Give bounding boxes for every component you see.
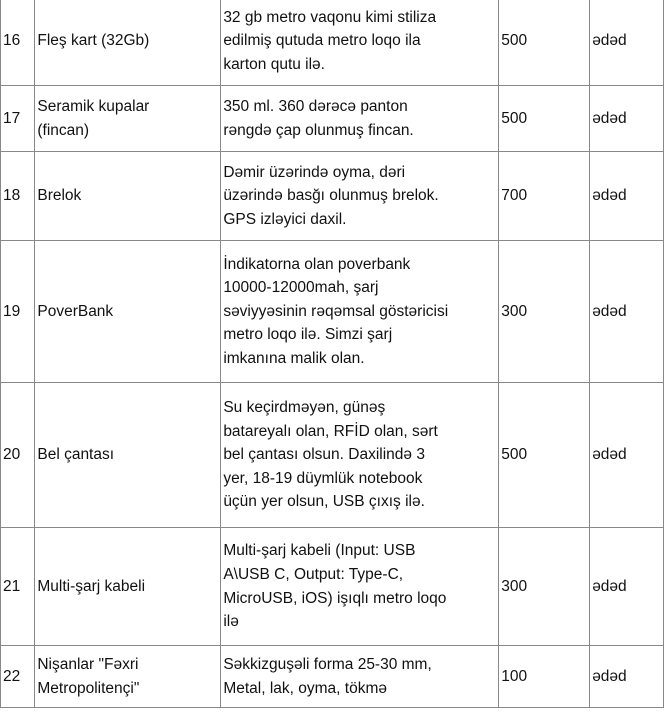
description-line: Multi-şarj kabeli (Input: USB [223,542,416,560]
item-unit: ədəd [590,241,664,383]
item-name [35,383,221,528]
row-number: 16 [1,0,35,86]
table-row [1,646,664,708]
description-line: Su keçirdməyən, günəş [223,399,386,417]
item-unit: ədəd [590,0,664,86]
item-unit: ədəd [590,86,664,152]
item-quantity: 500 [499,383,590,528]
description-line: 350 ml. 360 dərəcə panton [223,97,408,115]
table-row [1,241,664,383]
item-unit: ədəd [590,528,664,646]
description-line: A\USB C, Output: Type-C, [223,565,404,583]
description-line: 32 gb metro vaqonu kimi stiliza [223,8,437,26]
item-quantity: 700 [499,152,590,241]
item-quantity: 500 [499,86,590,152]
description-line: 10000-12000mah, şarj [223,279,379,297]
item-description [221,0,499,86]
item-name [35,528,221,646]
description-line: üçün yer olsun, USB çıxış ilə. [223,493,425,511]
item-name [35,646,221,708]
description-line: imkanına malik olan. [223,349,365,367]
item-name-line: Nişanlar "Fəxri [37,655,139,673]
item-unit: ədəd [590,152,664,241]
item-description [221,86,499,152]
item-name-line: Seramik kupalar [37,97,150,115]
description-line: yer, 18-19 düymlük notebook [223,469,423,487]
item-name-line: Fleş kart (32Gb) [37,32,150,50]
row-number: 22 [1,646,35,708]
row-number: 18 [1,152,35,241]
table-row [1,383,664,528]
item-description [221,152,499,241]
description-line: batareyalı olan, RFİD olan, sərt [223,422,438,440]
description-line: Metal, lak, oyma, tökmə [223,679,387,697]
item-name-line: Bel çantası [37,446,115,464]
table-row [1,528,664,646]
row-number: 20 [1,383,35,528]
item-name-line: Metropolitençi" [37,679,140,697]
description-line: rəngdə çap olunmuş fincan. [223,121,414,139]
table-row [1,152,664,241]
table-row [1,0,664,86]
item-quantity: 300 [499,528,590,646]
item-quantity: 100 [499,646,590,708]
description-line: Dəmir üzərində oyma, dəri [223,163,406,181]
table-body [1,0,664,708]
description-line: metro loqo ilə. Simzi şarj [223,326,393,344]
item-unit: ədəd [590,646,664,708]
item-name-line: Brelok [37,187,82,205]
item-description [221,383,499,528]
description-line: bel çantası olsun. Daxilində 3 [223,446,425,464]
item-name [35,0,221,86]
row-number: 21 [1,528,35,646]
item-name-line: (fincan) [37,121,90,139]
item-name-line: PoverBank [37,302,114,320]
description-line: MicroUSB, iOS) işıqlı metro loqo [223,589,447,607]
description-line: İndikatorna olan poverbank [223,255,411,273]
description-line: edilmiş qutuda metro loqo ila [223,32,421,50]
description-line: üzərində basğı olunmuş brelok. [223,187,439,205]
item-description [221,528,499,646]
table-row [1,86,664,152]
description-line: Səkkizguşəli forma 25-30 mm, [223,655,432,673]
item-unit: ədəd [590,383,664,528]
row-number: 17 [1,86,35,152]
item-description [221,241,499,383]
item-name [35,241,221,383]
item-description [221,646,499,708]
item-quantity: 300 [499,241,590,383]
description-line: karton qutu ilə. [223,55,325,73]
row-number: 19 [1,241,35,383]
item-name [35,152,221,241]
item-quantity: 500 [499,0,590,86]
description-line: GPS izləyici daxil. [223,210,347,228]
description-line: səviyyəsinin rəqəmsal göstəricisi [223,302,449,320]
description-line: ilə [223,613,239,631]
item-name [35,86,221,152]
item-name-line: Multi-şarj kabeli [37,577,146,595]
